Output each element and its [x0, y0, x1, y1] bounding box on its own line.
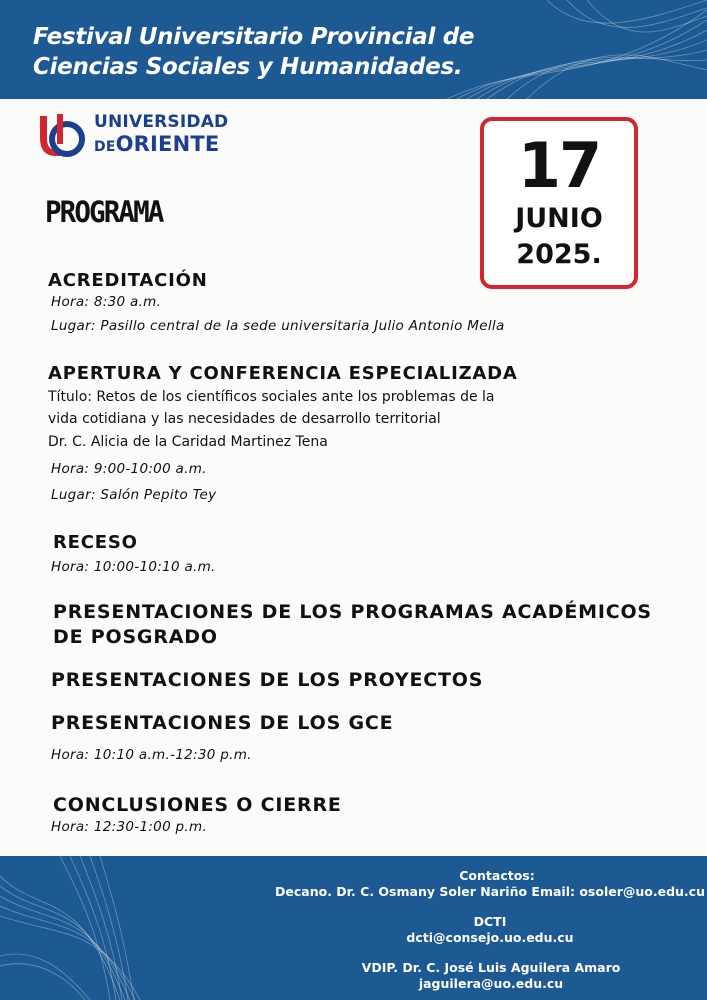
section-title-proyectos: PRESENTACIONES DE LOS PROYECTOS [51, 669, 484, 691]
section-title-programas-line1: PRESENTACIONES DE LOS PROGRAMAS ACADÉMICOS [53, 601, 652, 623]
header-banner [0, 0, 707, 99]
date-day: 17 [517, 129, 601, 202]
logo-text-line1: UNIVERSIDAD [94, 112, 229, 132]
receso-hora: Hora: 10:00-10:10 a.m. [51, 559, 216, 575]
event-title-line2: Ciencias Sociales y Humanidades. [33, 54, 463, 80]
footer-vdip-email: jaguilera@uo.edu.cu [418, 976, 564, 991]
date-year: 2025. [516, 239, 602, 270]
apertura-ponente: Dr. C. Alicia de la Caridad Martinez Tena [48, 434, 328, 450]
apertura-hora: Hora: 9:00-10:00 a.m. [51, 461, 207, 477]
date-month: JUNIO [515, 203, 603, 234]
event-title [33, 22, 474, 82]
footer-contactos-label: Contactos: [459, 868, 535, 883]
conclusiones-hora: Hora: 12:30-1:00 p.m. [51, 819, 208, 835]
acreditacion-lugar: Lugar: Pasillo central de la sede universitaria Julio Antonio Mella [51, 318, 505, 334]
acreditacion-hora: Hora: 8:30 a.m. [51, 294, 162, 310]
university-logo-icon [36, 112, 86, 160]
logo-text-main: ORIENTE [115, 132, 220, 156]
section-title-gce: PRESENTACIONES DE LOS GCE [51, 712, 394, 734]
page-heading: PROGRAMA [45, 195, 163, 229]
section-title-receso: RECESO [53, 532, 138, 553]
wave-decoration-footer [0, 856, 707, 1000]
section-title-acreditacion: ACREDITACIÓN [48, 270, 208, 291]
footer-dcti-email: dcti@consejo.uo.edu.cu [406, 930, 574, 945]
section-title-apertura: APERTURA Y CONFERENCIA ESPECIALIZADA [48, 363, 518, 384]
apertura-titulo-line2: vida cotidiana y las necesidades de desarrollo territorial [48, 411, 441, 427]
presentaciones-hora: Hora: 10:10 a.m.-12:30 p.m. [51, 747, 252, 763]
logo-text-line2 [94, 132, 219, 156]
section-title-conclusiones: CONCLUSIONES O CIERRE [53, 794, 342, 816]
apertura-titulo-line1: Título: Retos de los científicos sociales ante los problemas de la [48, 389, 495, 405]
university-logo [36, 112, 236, 162]
footer-vdip: VDIP. Dr. C. José Luis Aguilera Amaro [361, 960, 621, 975]
footer-banner [0, 856, 707, 1000]
footer-dcti-label: DCTI [473, 914, 507, 929]
apertura-lugar: Lugar: Salón Pepito Tey [51, 487, 217, 503]
event-title-line1: Festival Universitario Provincial de [33, 24, 475, 50]
section-title-programas-line2: DE POSGRADO [53, 626, 218, 648]
wave-decoration [447, 0, 707, 99]
footer-decano: Decano. Dr. C. Osmany Soler Nariño Email: osoler@uo.edu.cu [275, 884, 705, 899]
logo-text-prefix: DE [94, 139, 116, 155]
date-box [480, 117, 638, 289]
